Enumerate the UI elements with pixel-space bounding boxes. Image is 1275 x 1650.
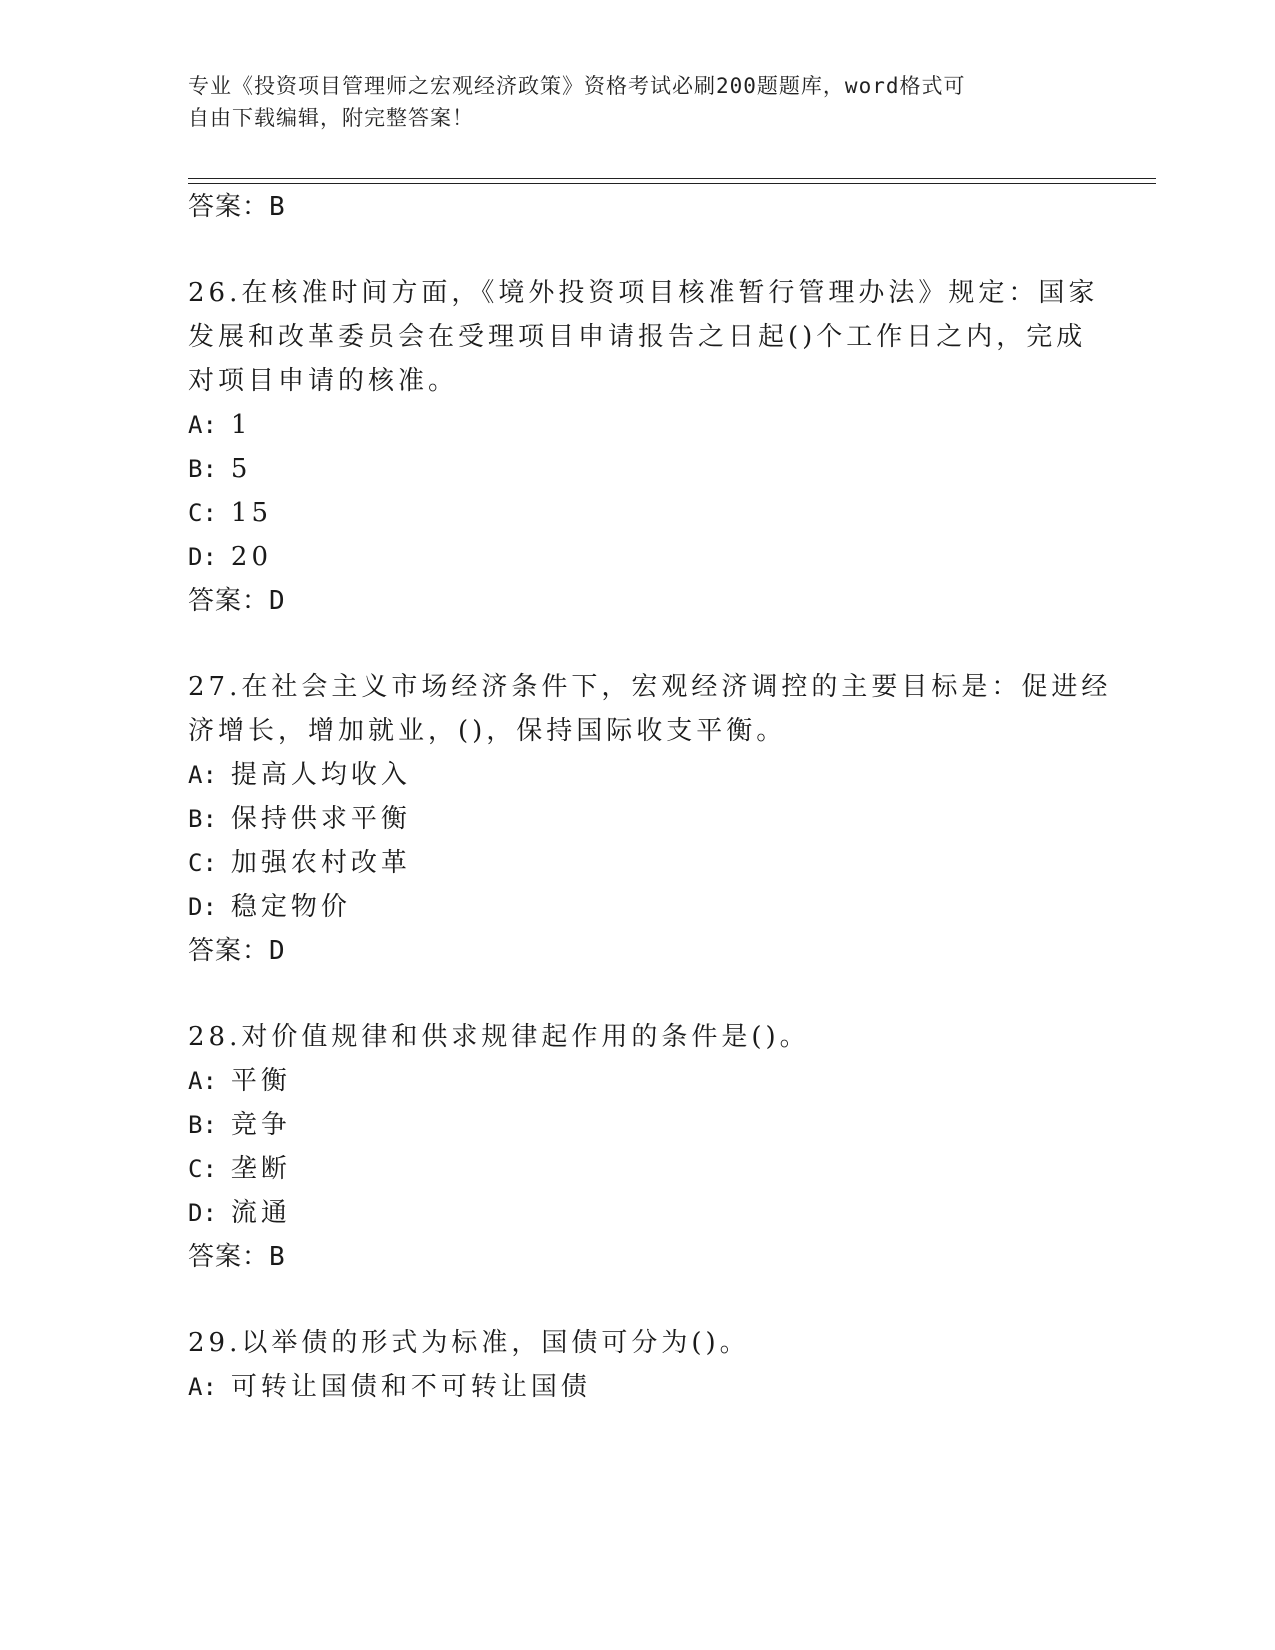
question-26-line-3: 对项目申请的核准。 bbox=[188, 366, 459, 396]
header-divider-secondary bbox=[188, 183, 1156, 184]
option-letter: B: bbox=[188, 1111, 217, 1139]
option-text: 稳定物价 bbox=[230, 892, 351, 922]
option-letter: A: bbox=[188, 1067, 217, 1095]
option-text: 提高人均收入 bbox=[230, 760, 411, 790]
option-letter: A: bbox=[188, 411, 217, 439]
option-text: 20 bbox=[230, 542, 272, 572]
option-text: 5 bbox=[230, 454, 252, 484]
option-letter: D: bbox=[188, 1199, 217, 1227]
option-text: 加强农村改革 bbox=[230, 848, 411, 878]
question-27-option-b bbox=[188, 796, 411, 842]
question-26-option-d bbox=[188, 534, 272, 580]
header-line-1: 专业《投资项目管理师之宏观经济政策》资格考试必刷200题题库，word格式可 bbox=[188, 74, 966, 98]
question-27-option-a bbox=[188, 752, 411, 798]
option-letter: A: bbox=[188, 1373, 217, 1401]
question-29-option-a bbox=[188, 1364, 591, 1410]
question-26-option-a bbox=[188, 402, 251, 448]
question-27-option-c bbox=[188, 840, 411, 886]
question-28-option-d bbox=[188, 1190, 291, 1236]
question-27-line-2: 济增长，增加就业，()，保持国际收支平衡。 bbox=[188, 716, 787, 746]
option-letter: B: bbox=[188, 455, 217, 483]
question-28-option-b bbox=[188, 1102, 291, 1148]
header-divider bbox=[188, 178, 1156, 179]
option-text: 垄断 bbox=[230, 1154, 291, 1184]
option-letter: D: bbox=[188, 543, 217, 571]
answer-line: 答案：B bbox=[188, 192, 286, 222]
question-28-answer: 答案：B bbox=[188, 1242, 286, 1272]
option-letter: C: bbox=[188, 499, 217, 527]
option-text: 15 bbox=[230, 498, 272, 528]
option-letter: C: bbox=[188, 849, 217, 877]
question-26-answer: 答案：D bbox=[188, 586, 286, 616]
question-27-option-d bbox=[188, 884, 351, 930]
header-line-2: 自由下载编辑，附完整答案！ bbox=[188, 106, 474, 130]
question-29-line-1: 29.以举债的形式为标准，国债可分为()。 bbox=[188, 1328, 750, 1358]
question-28-option-a bbox=[188, 1058, 291, 1104]
option-letter: B: bbox=[188, 805, 217, 833]
option-text: 流通 bbox=[230, 1198, 291, 1228]
option-letter: A: bbox=[188, 761, 217, 789]
question-26-option-b bbox=[188, 446, 251, 492]
option-letter: C: bbox=[188, 1155, 217, 1183]
option-text: 保持供求平衡 bbox=[230, 804, 411, 834]
question-27-answer: 答案：D bbox=[188, 936, 286, 966]
page-header bbox=[188, 70, 1088, 134]
question-26-line-2: 发展和改革委员会在受理项目申请报告之日起()个工作日之内，完成 bbox=[188, 322, 1087, 352]
option-text: 1 bbox=[230, 410, 252, 440]
option-text: 平衡 bbox=[230, 1066, 291, 1096]
option-text: 竞争 bbox=[230, 1110, 291, 1140]
question-28-line-1: 28.对价值规律和供求规律起作用的条件是()。 bbox=[188, 1022, 810, 1052]
question-27-line-1: 27.在社会主义市场经济条件下，宏观经济调控的主要目标是：促进经 bbox=[188, 672, 1112, 702]
question-26-option-c bbox=[188, 490, 272, 536]
question-26-line-1: 26.在核准时间方面，《境外投资项目核准暂行管理办法》规定：国家 bbox=[188, 278, 1099, 308]
question-28-option-c bbox=[188, 1146, 291, 1192]
option-text: 可转让国债和不可转让国债 bbox=[230, 1372, 591, 1402]
option-letter: D: bbox=[188, 893, 217, 921]
